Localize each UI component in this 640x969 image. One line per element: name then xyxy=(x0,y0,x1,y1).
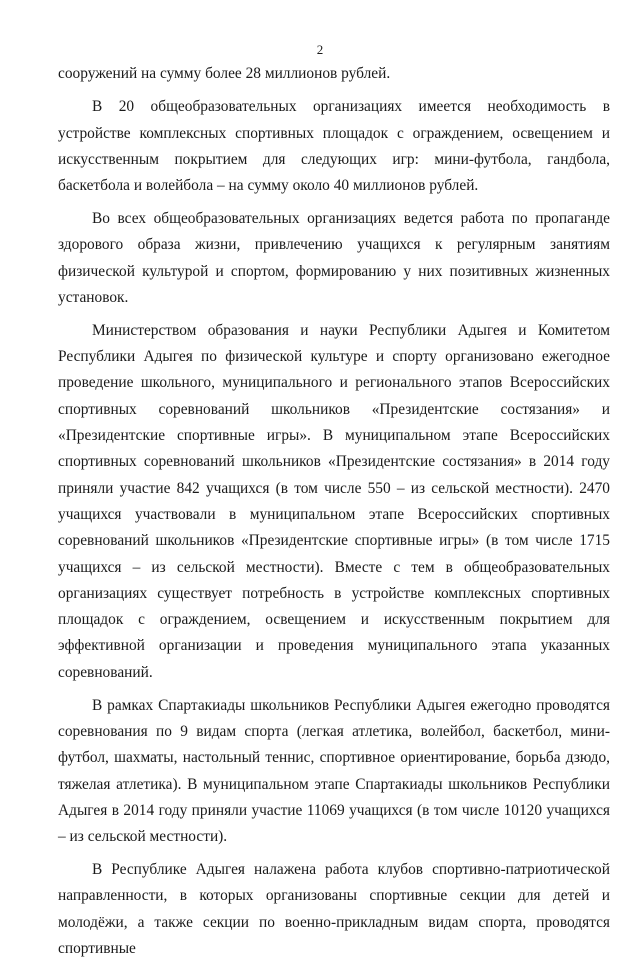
page-number: 2 xyxy=(316,42,324,57)
paragraph-3: Во всех общеобразовательных организациях ведется работа по пропаганде здорового образа жизни, привлечению учащихся к регулярным занятиям физической культурой и спортом, формированию у них позитивных жизненных установок. xyxy=(58,210,610,306)
paragraph-4: Министерством образования и науки Республики Адыгея и Комитетом Республики Адыгея по физической культуре и спорту организовано ежегодное проведение школьного, муниципального и регионального этапов Всероссийских спортивных соревнований школьников «Президентские состязания» и «Президентские спортивные игры». В муниципальном этапе Всероссийских спортивных соревнований школьников «Президентские состязания» в 2014 году приняли участие 842 учащихся (в том числе 550 – из сельской местности). 2470 учащихся участвовали в муниципальном этапе Всероссийских спортивных соревнований школьников «Президентские спортивные игры» (в том числе 1715 учащихся – из сельской местности). Вместе с тем в общеобразовательных организациях существует потребность в устройстве комплексных спортивных площадок с ограждением, освещением и искусственным покрытием для эффективной организации и проведения муниципального этапа указанных соревнований. xyxy=(58,321,610,681)
paragraph-1: сооружений на сумму более 28 миллионов рублей. xyxy=(58,65,391,82)
paragraph-6: В Республике Адыгея налажена работа клубов спортивно-патриотической направленности, в которых организованы спортивные секции для детей и молодёжи, а также секции по военно-прикладным видам спорта, проводятся спортивные xyxy=(58,860,610,957)
paragraph-2: В 20 общеобразовательных организациях имеется необходимость в устройстве комплексных спортивных площадок с ограждением, освещением и искусственным покрытием для следующих игр: мини-футбола, гандбола, баскетбола и волейбола – на сумму около 40 миллионов рублей. xyxy=(58,98,610,195)
body-text xyxy=(58,61,610,969)
paragraph-5: В рамках Спартакиады школьников Республики Адыгея ежегодно проводятся соревнования по 9 видам спорта (легкая атлетика, волейбол, баскетбол, мини-футбол, шахматы, настольный теннис, спортивное ориентирование, борьба дзюдо, тяжелая атлетика). В муниципальном этапе Спартакиады школьников Республики Адыгея в 2014 году приняли участие 11069 учащихся (в том числе 10120 учащихся – из сельской местности). xyxy=(58,696,610,846)
